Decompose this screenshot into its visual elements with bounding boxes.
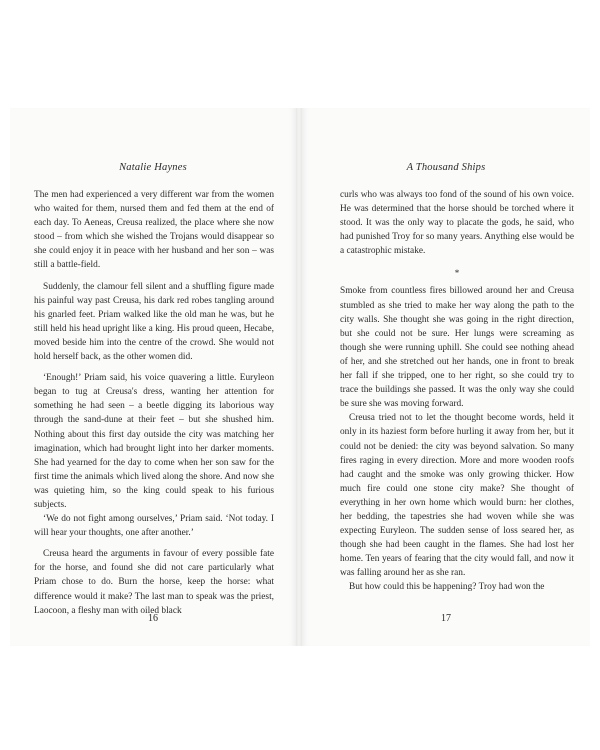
right-page [302, 108, 590, 646]
running-head-title: A Thousand Ships [406, 162, 486, 173]
book-spread [10, 108, 590, 646]
left-page-text [34, 188, 274, 618]
page-number-right: 17 [441, 613, 451, 624]
paragraph: The men had experienced a very different war from the women who waited for them, nursed them and fed them at the end of each day. To Aeneas, Creusa realized, the place where she now stood – from which she wished the Trojans would disappear so she could enjoy it in peace with her husband and her son – was still a battle-field. [34, 190, 274, 271]
paragraph: ‘Enough!’ Priam said, his voice quavering a little. Euryleon began to tug at Creusa's dress, wanting her attention for something he had seen – a beetle digging its laborious way through the sand-dune at their feet – but she shushed him. Nothing about this first day outside the city was matching her imagination, which had brought light into her darker moments. She had yearned for the day to come when her son saw for the first time the animals which lived along the shore. And now she was quieting him, so the king could speak to his furious subjects. [34, 373, 274, 510]
paragraph: Smoke from countless fires billowed around her and Creusa stumbled as she tried to make her way along the path to the city walls. She thought she was going in the right direction, but she could not be sure. Her lungs were screaming as though she were running uphill. She could see nothing ahead of her, and she stretched out her hands, one in front to break her fall if she tripped, one to her right, so she could try to trace the buildings she passed. It was the only way she could be sure she was moving forward. [340, 286, 574, 410]
right-page-text [340, 188, 574, 595]
page-number-left: 16 [148, 613, 158, 624]
paragraph: curls who was always too fond of the sound of his own voice. He was determined that the horse should be torched where it stood. It was the only way to placate the gods, he said, who had punished Troy for so many years. Anything else would be a catastrophic mistake. [340, 190, 574, 257]
paragraph: But how could this be happening? Troy had won the [349, 582, 545, 593]
paragraph: Suddenly, the clamour fell silent and a shuffling figure made his painful way past Creusa, his dark red robes tangling around his gnarled feet. Priam walked like the old man he was, but he still held his head upright like a king. His proud queen, Hecabe, moved beside him into the centre of the crowd. She would not hold herself back, as the other women did. [34, 281, 274, 363]
left-page [10, 108, 296, 646]
section-break: * [454, 268, 460, 279]
paragraph: Creusa tried not to let the thought become words, held it only in its haziest form before hurling it away from her, but it could not be denied: the city was beyond salvation. So many fires raging in every direction. More and more wooden roofs had caught and the smoke was only growing thicker. How much fire could one stone city make? She thought of everything in her own home which would burn: her clothes, her bedding, the tapestries she had woven while she was expecting Euryleon. The sudden sense of loss seared her, as though she had been caught in the flames. She had lost her home. Ten years of fearing that the city would fall, and now it was falling around her as she ran. [340, 413, 574, 579]
paragraph: ‘We do not fight among ourselves,’ Priam said. ‘Not today. I will hear your thoughts, one after another.’ [34, 514, 274, 539]
running-head-author: Natalie Haynes [119, 162, 187, 173]
paragraph: Creusa heard the arguments in favour of every possible fate for the horse, and found she did not care particularly what Priam chose to do. Burn the horse, keep the horse: what difference would it make? The last man to speak was the priest, Laocoon, a fleshy man with oiled black [34, 549, 274, 616]
